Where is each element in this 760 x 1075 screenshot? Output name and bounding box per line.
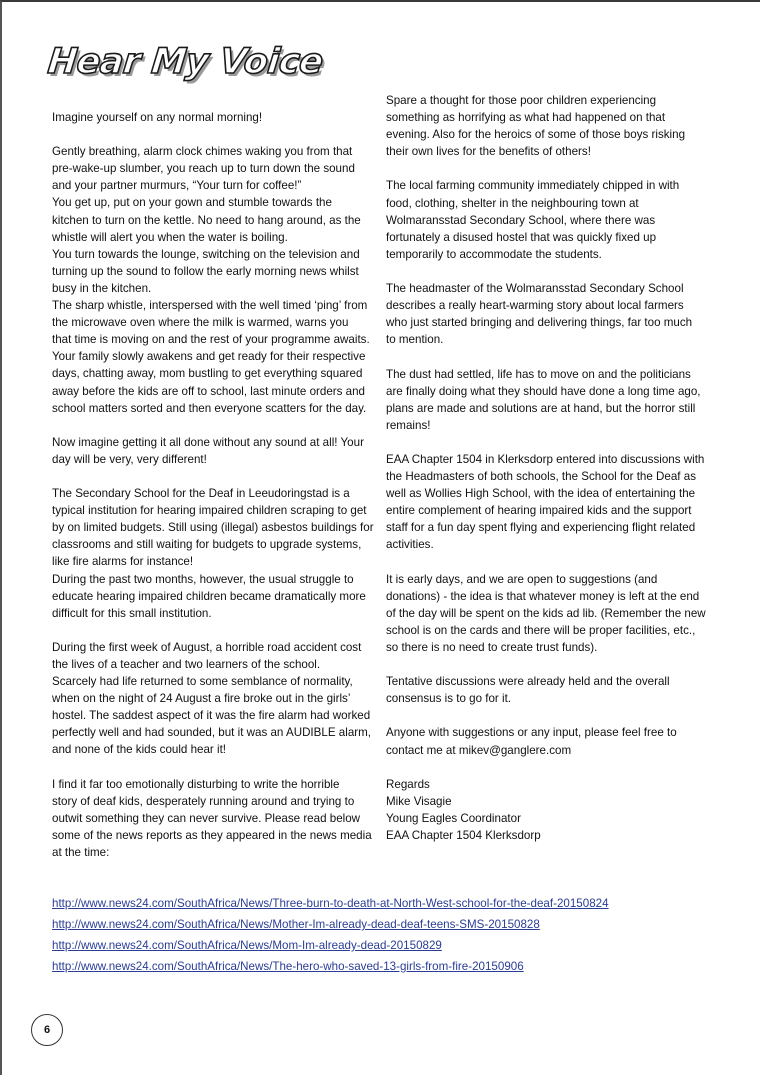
page-number: 6 [43,1024,51,1036]
paragraph [386,451,716,554]
paragraph [52,434,382,468]
text-line: EAA Chapter 1504 in Klerksdorp entered into discussions with [386,452,705,466]
text-line: contact me at mikev@ganglere.com [386,743,572,757]
text-line: kitchen to turn on the kettle. No need to hang around, as the [52,213,361,227]
text-line: are finally doing what they should have done a long time ago, [386,384,701,398]
text-line: days, chatting away, mom bustling to get everything squared [52,367,363,381]
paragraph [386,571,716,656]
text-line: During the first week of August, a horrible road accident cost [52,640,362,654]
text-line: plans are made and solutions are at hand, but the horror still [386,401,696,415]
paragraph [386,177,716,262]
text-line: school matters sorted and then everyone scatters for the day. [52,401,367,415]
text-line: of the day will be spent on the kids ad lib. (Remember the new [386,606,706,620]
text-line: busy in the kitchen. [52,281,152,295]
text-line: activities. [386,538,434,552]
text-line: their own lives for the benefits of others! [386,145,591,159]
text-line: Anyone with suggestions or any input, please feel free to [386,726,677,740]
text-line: The sharp whistle, interspersed with the well timed ‘ping’ from [52,299,368,313]
text-line: Mike Visagie [386,794,452,808]
text-line: when on the night of 24 August a fire broke out in the girls’ [52,692,351,706]
text-line: story of deaf kids, desperately running around and trying to [52,794,355,808]
text-line: Now imagine getting it all done without any sound at all! Your [52,435,364,449]
text-line: pre-wake-up slumber, you reach up to turn down the sound [52,162,355,176]
text-line: The local farming community immediately chipped in with [386,179,680,193]
text-line: turning up the sound to follow the early morning news whilst [52,264,359,278]
text-line: entire complement of hearing impaired kids and the support [386,504,692,518]
text-line: staff for a fun day spent flying and experiencing flight related [386,521,696,535]
text-line: the microwave oven where the milk is warmed, warns you [52,316,349,330]
text-line: Regards [386,777,430,791]
text-line: something as horrifying as what had happened on that [386,111,666,125]
text-line: Scarcely had life returned to some semblance of normality, [52,675,353,689]
text-line: I find it far too emotionally disturbing to write the horrible [52,777,340,791]
news-links [52,895,609,979]
text-line: like fire alarms for instance! [52,555,194,569]
text-line: You turn towards the lounge, switching on the television and [52,247,360,261]
text-line: well as Wollies High School, with the idea of entertaining the [386,487,696,501]
text-line: food, clothing, shelter in the neighbouring town at [386,196,639,210]
text-line: so there is no need to create trust funds). [386,641,598,654]
paragraph [52,109,382,126]
text-line: at the time: [52,846,110,860]
page-number-badge [31,1014,63,1046]
news-link-2[interactable]: http://www.news24.com/SouthAfrica/News/Mother-Im-already-dead-deaf-teens-SMS-20150828 [52,918,540,931]
text-line: by on limited budgets. Still using (illegal) asbestos buildings for [52,521,374,535]
text-line: the Headmasters of both schools, the School for the Deaf as [386,470,696,484]
text-line: temporarily to accommodate the students. [386,247,602,261]
text-line: evening. Also for the heroics of some of those boys risking [386,128,686,142]
news-link-1[interactable]: http://www.news24.com/SouthAfrica/News/Three-burn-to-death-at-North-West-school-for-the-deaf-20150824 [52,897,609,910]
text-line: During the past two months, however, the usual struggle to [52,572,354,586]
news-link-3[interactable]: http://www.news24.com/SouthAfrica/News/Mom-Im-already-dead-20150829 [52,939,442,952]
text-line: away before the kids are off to school, last minute orders and [52,384,365,398]
text-line: difficult for this small institution. [52,606,212,620]
text-line: The Secondary School for the Deaf in Leeudoringstad is a [52,487,350,501]
text-line: EAA Chapter 1504 Klerksdorp [386,829,541,843]
paragraph [52,143,382,417]
text-line: perfectly well and had sounded, but it was an AUDIBLE alarm, [52,726,372,740]
text-line: who just started bringing and delivering things, far too much [386,316,693,330]
text-line: outwit something they can never survive. Please read below [52,811,361,825]
text-line: It is early days, and we are open to suggestions (and [386,572,658,586]
paragraph [52,485,382,622]
text-line: and none of the kids could hear it! [52,743,227,757]
text-line: remains! [386,418,431,432]
text-line: and your partner murmurs, “Your turn for coffee!” [52,179,302,193]
paragraph [386,673,716,707]
paragraph [386,366,716,434]
text-line: typical institution for hearing impaired children scraping to get [52,504,367,518]
text-line: the lives of a teacher and two learners of the school. [52,658,321,671]
news-link-4[interactable]: http://www.news24.com/SouthAfrica/News/The-hero-who-saved-13-girls-from-fire-20150906 [52,960,524,973]
paragraph [386,724,716,758]
right-column [386,92,716,861]
text-line: The dust had settled, life has to move on and the politicians [386,367,691,381]
article-title: Hear My Voice [45,42,325,82]
text-line: to mention. [386,333,444,347]
text-line: Spare a thought for those poor children experiencing [386,94,657,107]
left-column [52,109,382,878]
paragraph [386,280,716,348]
text-line: day will be very, very different! [52,452,207,466]
paragraph [52,639,382,759]
text-line: Gently breathing, alarm clock chimes waking you from that [52,145,353,159]
paragraph [386,92,716,160]
text-line: Your family slowly awakens and get ready for their respective [52,350,366,364]
text-line: Tentative discussions were already held and the overall [386,675,670,689]
text-line: Young Eagles Coordinator [386,811,521,825]
text-line: whistle will alert you when the water is boiling. [52,230,288,244]
text-line: The headmaster of the Wolmaransstad Secondary School [386,282,684,296]
text-line: describes a really heart-warming story about local farmers [386,299,684,313]
text-line: educate hearing impaired children became dramatically more [52,589,366,603]
text-line: that time is moving on and the rest of your programme awaits. [52,333,370,347]
text-line: fortunately a disused hostel that was quickly fixed up [386,230,657,244]
text-line: hostel. The saddest aspect of it was the fire alarm had worked [52,709,371,723]
text-line: consensus is to go for it. [386,692,512,706]
text-line: classrooms and still waiting for budgets to upgrade systems, [52,538,362,552]
text-line: donations) - the idea is that whatever money is left at the end [386,589,700,603]
text-line: some of the news reports as they appeared in the news media [52,828,372,842]
text-line: Imagine yourself on any normal morning! [52,111,263,124]
text-line: school is on the cards and there will be proper facilities, etc., [386,623,696,637]
text-line: You get up, put on your gown and stumble towards the [52,196,332,210]
paragraph [52,776,382,861]
paragraph [386,776,716,844]
text-line: Wolmaransstad Secondary School, where there was [386,213,656,227]
